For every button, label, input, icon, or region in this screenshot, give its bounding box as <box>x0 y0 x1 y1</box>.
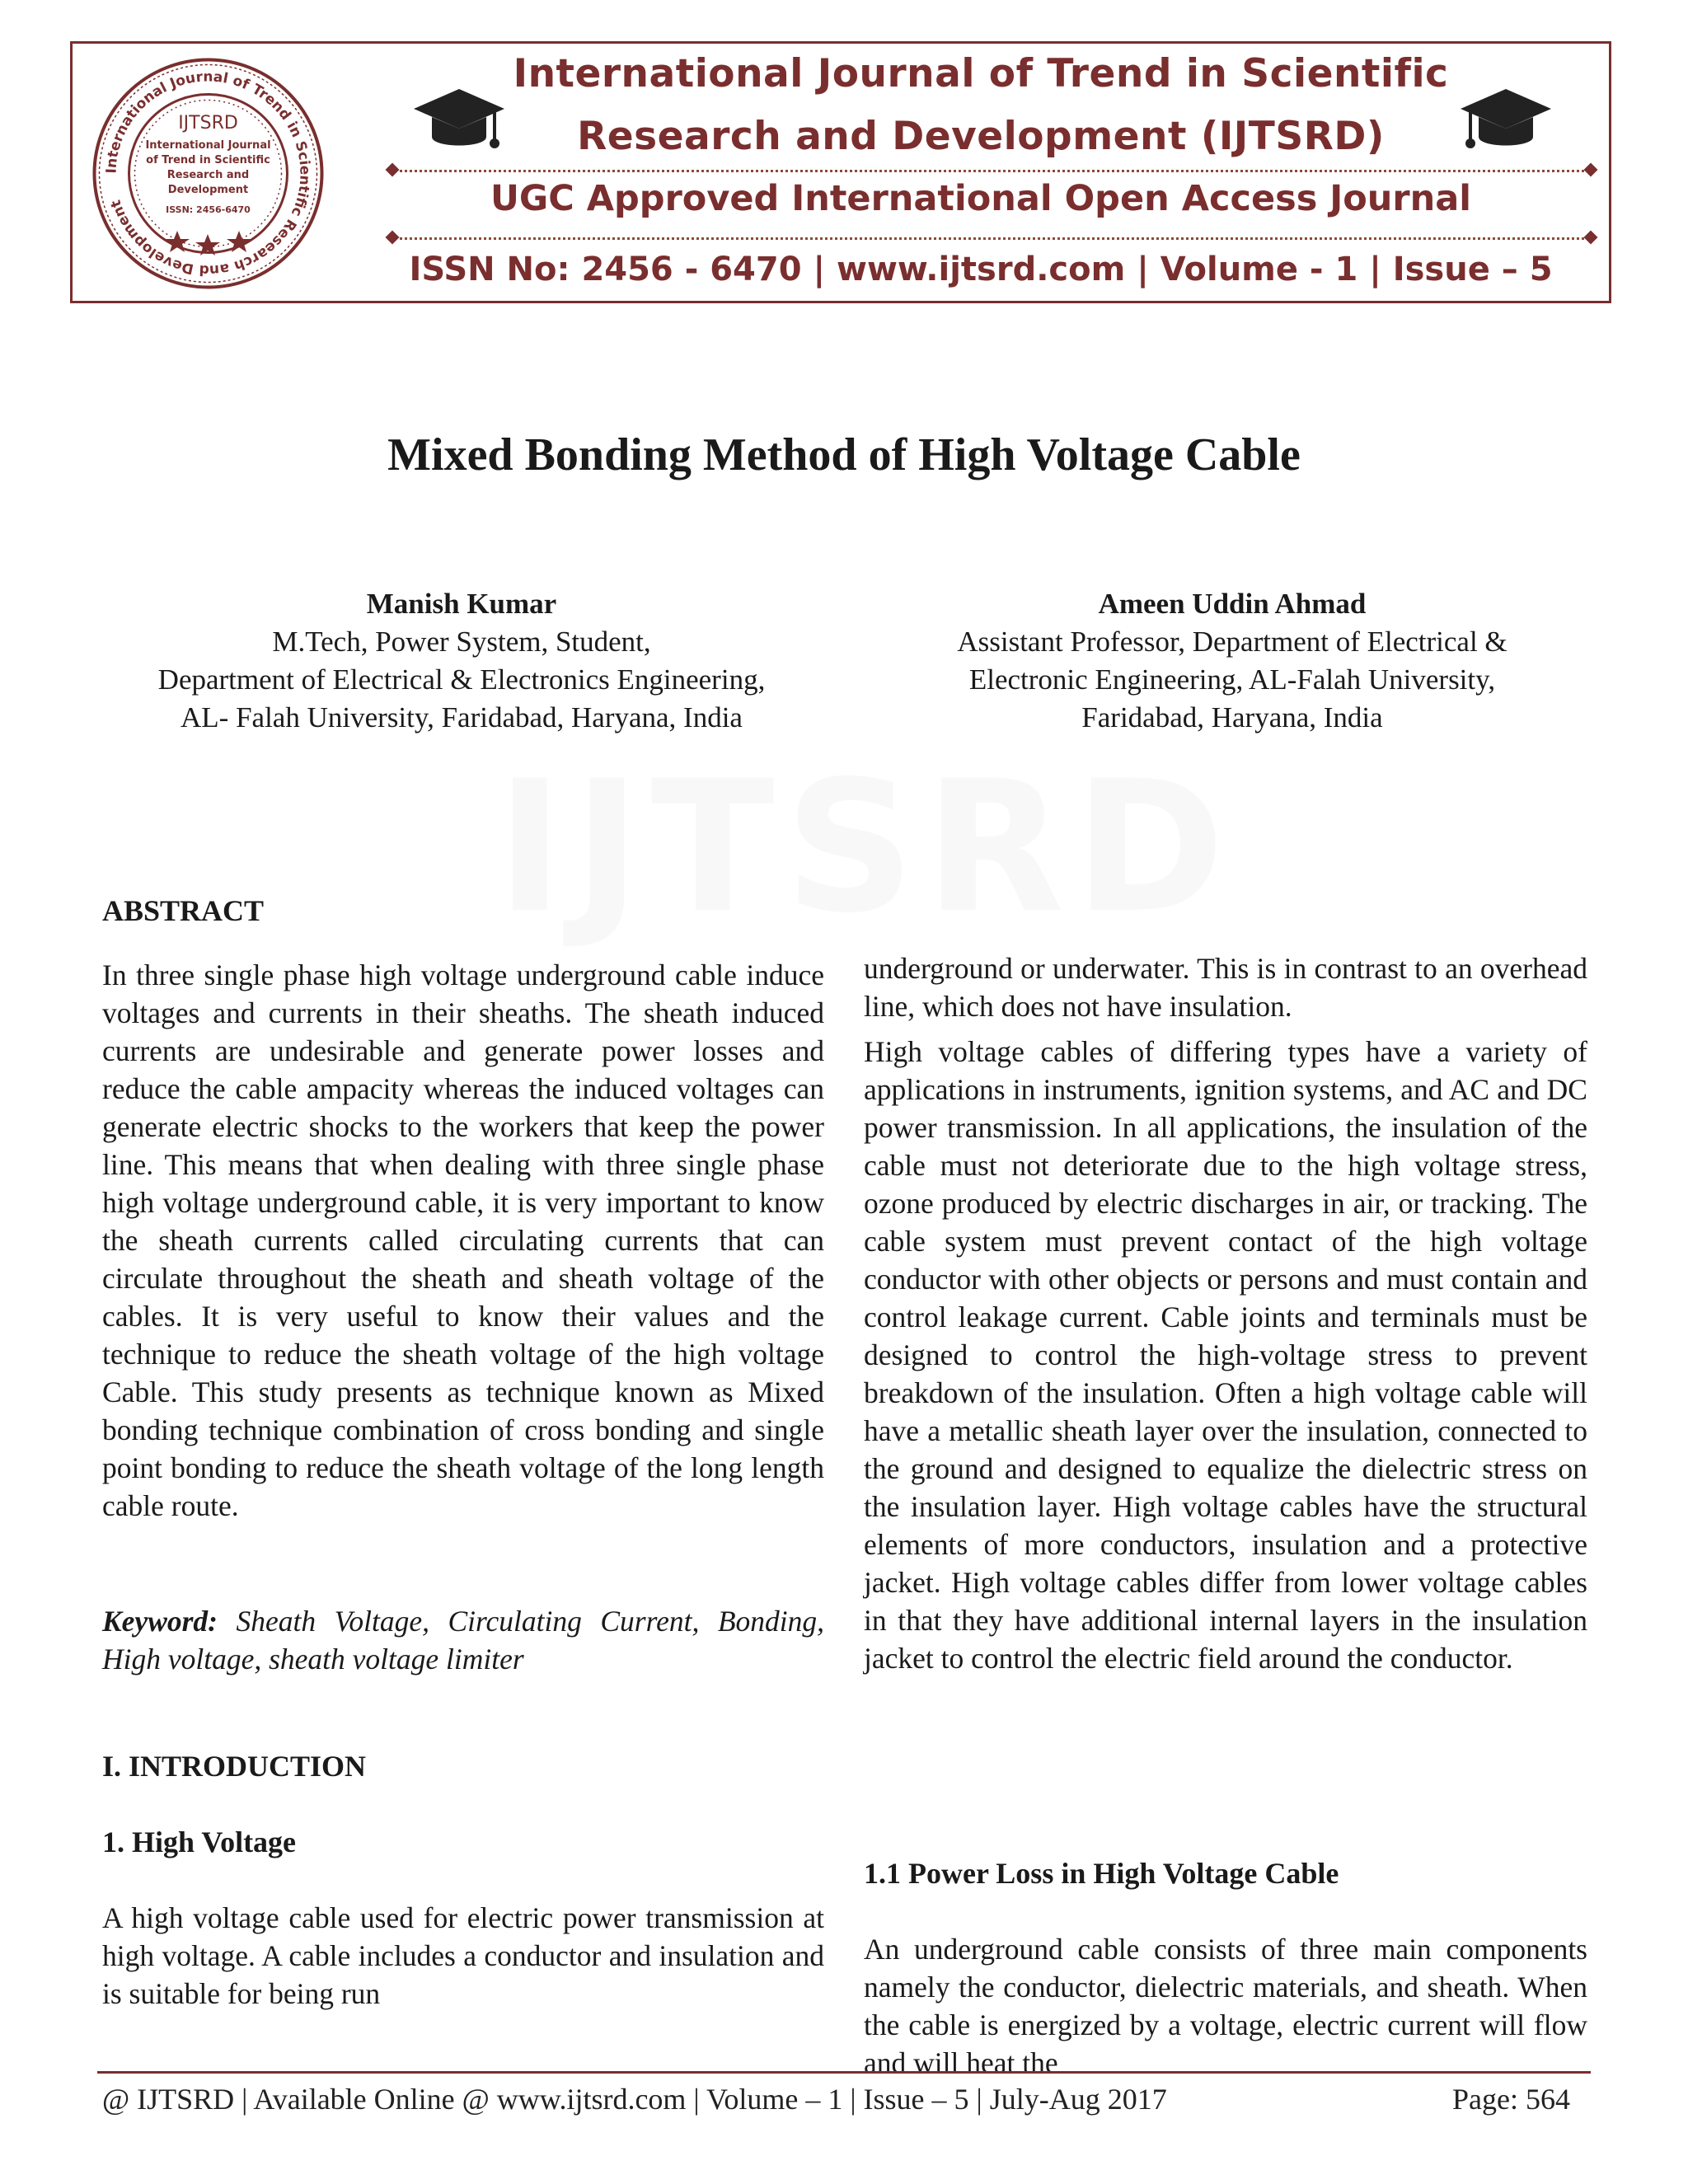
subsection-heading <box>102 1823 824 1861</box>
body-paragraph: High voltage cables of differing types have a variety of applications in instruments, ignition systems, and AC and DC power transmission. In all applications, the insulation of the cable must not deteriorate due to the high voltage stress, ozone produced by electric discharges in air, or tracking. The cable system must prevent contact of the high voltage conductor with other objects or persons and must contain and control leakage current. Cable joints and terminals must be designed to control the high-voltage stress to prevent breakdown of the insulation. Often a high voltage cable will have a metallic sheath layer over the insulation, connected to the ground and designed to equalize the dielectric stress on the insulation layer. High voltage cables have the structural elements of more conductors, insulation and a protective jacket. High voltage cables differ from lower voltage cables in that they have additional internal layers in the insulation jacket to control the electric field around the conductor. <box>864 1035 1587 1675</box>
keywords <box>102 1602 824 1678</box>
header-divider <box>394 237 1589 240</box>
intro-paragraph: A high voltage cable used for electric power transmission at high voltage. A cable includes a conductor and insulation and is suitable for being run <box>102 1901 824 2010</box>
introduction-heading <box>102 1747 824 1785</box>
abstract-heading <box>102 892 824 930</box>
journal-issn-line: ISSN No: 2456 - 6470 | www.ijtsrd.com | Volume - 1 | Issue – 5 <box>409 251 1553 288</box>
author-affiliation-line: Department of Electrical & Electronics Engineering, <box>157 663 766 696</box>
journal-name-line1: International Journal of Trend in Scientific <box>513 51 1449 96</box>
author-name: Manish Kumar <box>366 588 557 620</box>
subsection-title: 1.1 Power Loss in High Voltage Cable <box>864 1857 1339 1890</box>
logo-ring-text: International Journal of Trend in Scientific Research and Development <box>103 68 313 279</box>
abstract-body <box>102 956 824 1525</box>
logo-issn: ISSN: 2456-6470 <box>166 204 251 215</box>
author-block-1 <box>99 585 824 737</box>
author-block-2 <box>870 585 1595 737</box>
author-affiliation-line: AL- Falah University, Faridabad, Haryana, India <box>181 701 743 733</box>
author-affiliation-line: Faridabad, Haryana, India <box>1081 701 1383 733</box>
right-para-2 <box>864 1033 1587 1677</box>
footer-rule <box>97 2071 1591 2074</box>
body-paragraph: An underground cable consists of three main components namely the conductor, dielectric materials, and sheath. When the cable is energized by a voltage, electric current will flow and will heat the <box>864 1933 1587 2079</box>
section-heading: I. INTRODUCTION <box>102 1750 367 1783</box>
logo-abbr: IJTSRD <box>178 113 238 134</box>
footer-citation: @ IJTSRD | Available Online @ www.ijtsrd.com | Volume – 1 | Issue – 5 | July-Aug 2017 <box>102 2083 1167 2116</box>
logo-line3: Research and <box>166 169 250 181</box>
header-divider <box>394 170 1589 172</box>
paper-title: Mixed Bonding Method of High Voltage Cable <box>387 429 1301 480</box>
body-paragraph: underground or underwater. This is in contrast to an overhead line, which does not have insulation. <box>864 952 1587 1023</box>
intro-paragraph-block <box>102 1899 824 2013</box>
logo-line2: of Trend in Scientific <box>146 154 270 166</box>
right-para-3 <box>864 1930 1587 2082</box>
journal-logo <box>91 56 326 291</box>
author-affiliation-line: Assistant Professor, Department of Electrical & <box>957 626 1507 658</box>
logo-line4: Development <box>167 184 249 196</box>
journal-name-line2: Research and Development (IJTSRD) <box>577 114 1385 159</box>
author-affiliation-line: M.Tech, Power System, Student, <box>272 626 651 658</box>
page-number: Page: 564 <box>1452 2083 1570 2116</box>
abstract-paragraph: In three single phase high voltage underground cable induce voltages and currents in their sheaths. The sheath induced currents are undesirable and generate power losses and reduce the cable ampacity whereas the induced voltages can generate electric shocks to the workers that keep the power line. This means that when dealing with three single phase high voltage underground cable, it is very important to know the sheath currents called circulating currents that can circulate throughout the sheath and sheath voltage of the cables. It is very useful to know their values and the technique to reduce the sheath voltage of the high voltage Cable. This study presents as technique known as Mixed bonding technique combination of cross bonding and single point bonding to reduce the sheath voltage of the long length cable route. <box>102 958 824 1522</box>
keyword-label: Keyword: <box>102 1605 218 1638</box>
section-heading: ABSTRACT <box>102 894 265 927</box>
author-affiliation-line: Electronic Engineering, AL-Falah University, <box>968 663 1496 696</box>
keyword-list: Sheath Voltage, Circulating Current, Bonding, High voltage, sheath voltage limiter <box>102 1605 824 1675</box>
logo-line1: International Journal <box>145 139 271 152</box>
journal-approval-line: UGC Approved International Open Access Journal <box>490 178 1471 219</box>
right-para-1 <box>864 949 1587 1025</box>
power-loss-heading <box>864 1854 1587 1892</box>
subsection-title: 1. High Voltage <box>102 1825 297 1858</box>
author-name: Ameen Uddin Ahmad <box>1098 588 1367 620</box>
